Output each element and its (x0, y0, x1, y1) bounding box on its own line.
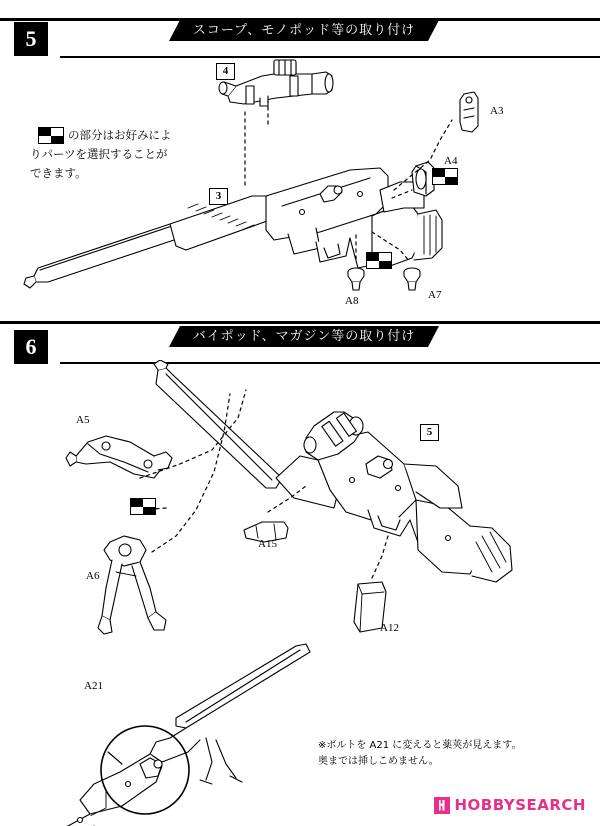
note-line-1: の部分はお好みによ (68, 128, 172, 142)
part-label-a8: A8 (345, 295, 359, 307)
option-marker-bipod (130, 498, 156, 515)
callout-step-5: 5 (420, 424, 439, 441)
part-label-a12: A12 (380, 622, 399, 634)
part-label-a3: A3 (490, 105, 504, 117)
section-6-diagram (0, 360, 600, 826)
note-option-marker (38, 127, 64, 144)
section-6-top-rule (0, 321, 600, 324)
hobby-search-wordmark (455, 796, 587, 814)
part-label-a15: A15 (258, 538, 277, 550)
option-marker-a4 (432, 168, 458, 185)
callout-step-3: 3 (209, 188, 228, 205)
hobby-search-mark-icon (434, 797, 450, 814)
part-label-a7: A7 (428, 289, 442, 301)
part-label-a4: A4 (444, 155, 458, 167)
note-line-2: りパーツを選択することが (30, 147, 168, 161)
section-5-step-number: 5 (14, 22, 48, 56)
section-6-step-number: 6 (14, 330, 48, 364)
bolt-note-line-2: 奥までは挿しこめません。 (318, 756, 439, 767)
note-line-3: できます。 (30, 166, 87, 180)
option-marker-a8 (366, 252, 392, 269)
part-label-a6: A6 (86, 570, 100, 582)
logo-text-search: SEARCH (515, 796, 586, 814)
bolt-note-line-1: ※ボルトを A21 に変えると薬莢が見えます。 (318, 740, 522, 751)
section-6-title: バイポッド、マガジン等の取り付け (180, 326, 428, 347)
part-label-a5: A5 (76, 414, 90, 426)
logo-text-hobby: HOBBY (454, 796, 516, 814)
section-5-title: スコープ、モノポッド等の取り付け (180, 20, 428, 41)
hobby-search-logo (434, 796, 587, 814)
part-label-a21: A21 (84, 680, 103, 692)
callout-step-4: 4 (216, 63, 235, 80)
